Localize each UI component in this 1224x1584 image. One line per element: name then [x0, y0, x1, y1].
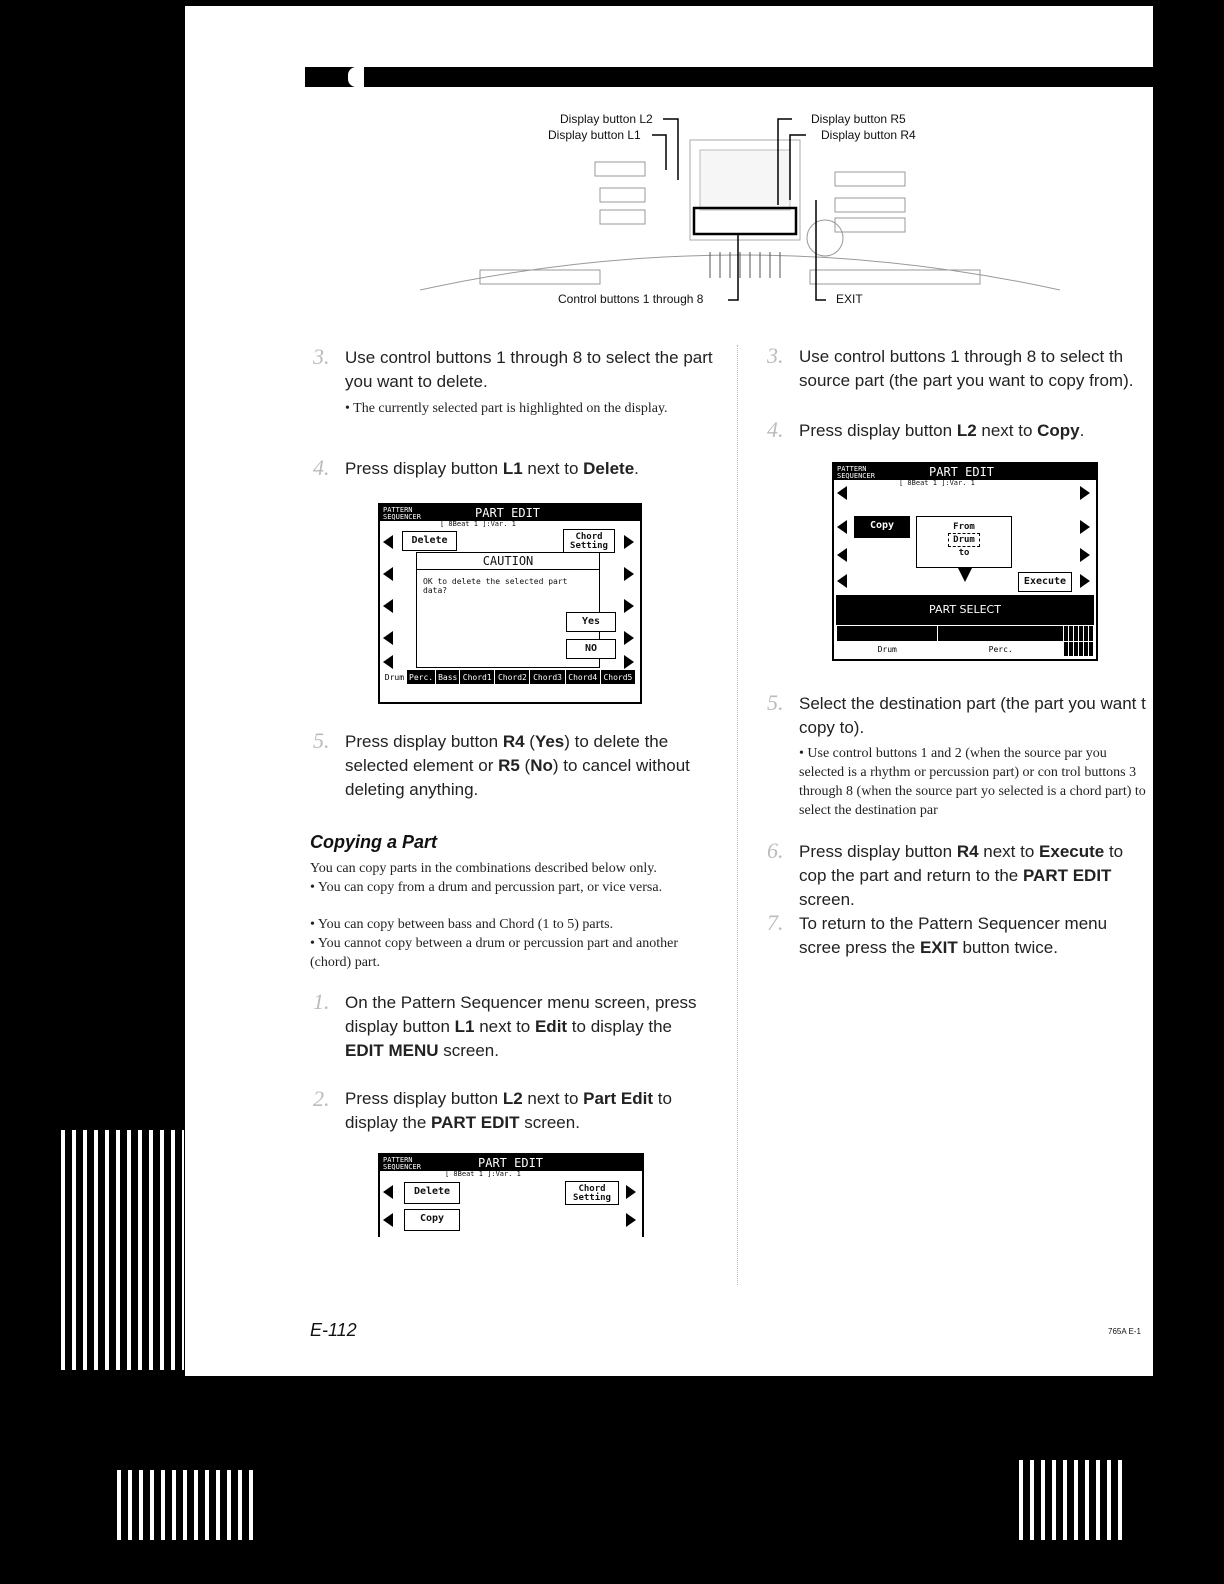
section-heading: Copying a Part [310, 832, 438, 852]
scan-border-right [1153, 0, 1224, 1584]
text: ( [524, 732, 535, 751]
part-cell[interactable]: Drum [837, 642, 938, 657]
right-step-3-number: 3. [767, 343, 784, 368]
label-control-buttons: Control buttons 1 through 8 [558, 292, 704, 306]
screen-ref: EDIT MENU [345, 1041, 439, 1060]
label-exit: EXIT [836, 292, 863, 306]
text: to display the [345, 1089, 672, 1132]
left-step-2-number: 2. [313, 1086, 330, 1111]
text: to cop the part and return to the [799, 842, 1124, 885]
screen-arrow [383, 567, 393, 581]
text: ) to cancel without deleting anything. [345, 756, 690, 799]
screen-arrow [1080, 574, 1090, 588]
delete-button[interactable]: Delete [402, 531, 457, 551]
text: next to [976, 421, 1038, 440]
target-ref: Part Edit [583, 1089, 654, 1108]
text: screen. [438, 1041, 499, 1060]
caution-message: OK to delete the selected part data? [423, 577, 568, 595]
screen-arrow [837, 574, 847, 588]
right-step-4 [799, 419, 1149, 443]
yes-button[interactable]: Yes [566, 612, 616, 632]
screen-arrow [624, 535, 634, 549]
screen-copy [832, 462, 1098, 661]
part-select-bar: PART SELECT [836, 595, 1094, 625]
part-cells [382, 669, 636, 685]
part-cell[interactable]: Chord3 [530, 670, 565, 685]
label-display-r5: Display button R5 [811, 112, 906, 126]
screen-header [380, 505, 640, 521]
scan-stripes-bottom-left [110, 1470, 260, 1540]
part-cell[interactable]: Perc. [938, 642, 1064, 657]
keyboard-panel-drawing [420, 110, 1060, 310]
screen-arrow [626, 1213, 636, 1227]
screen-arrow [624, 567, 634, 581]
brand: PATTERN SEQUENCER [383, 506, 421, 521]
screen-arrow [1080, 520, 1090, 534]
right-step-5-bullet: • Use control buttons 1 and 2 (when the source par you selected is a rhythm or percussion part) or con trol buttons 3 through 8 (when the source part yo selected is a chord part) to select the destination par [799, 746, 1146, 818]
part-cell[interactable]: Drum [383, 670, 407, 685]
text: Press display button [799, 421, 957, 440]
header-bar [305, 67, 1165, 87]
pattern-info: [ 8Beat 1 ]:Var. 1 [440, 520, 516, 528]
text: next to [474, 1017, 535, 1036]
part-cell[interactable]: Chord2 [495, 670, 530, 685]
text: Press display button [799, 842, 957, 861]
part-cell[interactable]: Chord1 [460, 670, 495, 685]
label-display-l2: Display button L2 [560, 112, 653, 126]
right-step-6 [799, 840, 1149, 912]
screen-arrow [1080, 486, 1090, 500]
delete-button[interactable]: Delete [404, 1182, 460, 1204]
label-display-l1: Display button L1 [548, 128, 641, 142]
title: PART EDIT [929, 465, 995, 479]
part-cell[interactable]: Perc. [406, 670, 436, 685]
from-box [916, 516, 1012, 568]
target-ref: Copy [1037, 421, 1080, 440]
right-step-5: Select the destination part (the part you want t copy to). [799, 694, 1146, 737]
text: next to [978, 842, 1040, 861]
label-ref: Yes [534, 732, 565, 751]
text: Press display button [345, 459, 503, 478]
target-ref: Edit [534, 1017, 568, 1036]
screen-arrow [624, 631, 634, 645]
text: next to [522, 459, 584, 478]
screen-arrow [837, 486, 847, 500]
rule-bullet: • You cannot copy between a drum or percussion part and another (chord) part. [310, 936, 679, 970]
down-arrow-icon [958, 568, 972, 582]
from-label: From [953, 522, 975, 532]
pattern-info: [ 8Beat 1 ]:Var. 1 [899, 479, 975, 487]
part-cell[interactable]: Chord5 [600, 670, 635, 685]
text: ) to delete the selected element or [345, 732, 669, 775]
button-ref: R4 [956, 842, 979, 861]
screen-arrow [624, 655, 634, 669]
screen-arrow [383, 631, 393, 645]
part-cell-empty [1088, 642, 1093, 657]
source-part: Drum [948, 533, 980, 547]
text: next to [522, 1089, 584, 1108]
to-label: to [958, 548, 970, 558]
caution-title: CAUTION [417, 553, 599, 570]
left-step-1 [345, 991, 715, 1063]
text: . [634, 459, 639, 478]
right-step-5-number: 5. [767, 690, 784, 715]
left-step-5-number: 5. [313, 728, 330, 753]
scan-border-top [0, 0, 1224, 6]
scan-stripes-left [54, 1130, 184, 1370]
text: To return to the Pattern Sequencer menu scree press the [799, 914, 1108, 957]
chord-setting-button[interactable]: Chord Setting [565, 1181, 619, 1205]
title: PART EDIT [475, 506, 541, 520]
button-ref: L1 [454, 1017, 475, 1036]
text: ( [519, 756, 531, 775]
brand: PATTERN SEQUENCER [837, 465, 875, 480]
screen-arrow [624, 599, 634, 613]
screen-part-edit [378, 1153, 644, 1237]
brand: PATTERN SEQUENCER [383, 1156, 421, 1171]
label-ref: No [530, 756, 553, 775]
button-ref: L1 [502, 459, 523, 478]
text: screen. [519, 1113, 580, 1132]
rule-bullet: • You can copy from a drum and percussion part, or vice versa. [310, 880, 663, 895]
screen-caution [378, 503, 642, 704]
screen-ref: PART EDIT [1022, 866, 1112, 885]
left-step-4-number: 4. [313, 455, 330, 480]
text: Press display button [345, 1089, 503, 1108]
button-ref: L2 [956, 421, 977, 440]
screen-arrow [837, 548, 847, 562]
part-cells [836, 625, 1094, 657]
screen-arrow [383, 535, 393, 549]
button-ref: R4 [502, 732, 525, 751]
left-step-5 [345, 730, 715, 802]
right-step-7 [799, 912, 1149, 960]
screen-arrow [1080, 548, 1090, 562]
copy-button[interactable]: Copy [854, 516, 910, 538]
screen-arrow [383, 599, 393, 613]
copy-button[interactable]: Copy [404, 1209, 460, 1231]
screen-arrow [837, 520, 847, 534]
screen-arrow [626, 1185, 636, 1199]
left-step-3-bullet: • The currently selected part is highlighted on the display. [345, 401, 668, 416]
section-intro: You can copy parts in the combinations described below only. [310, 861, 657, 876]
target-ref: Delete [583, 459, 635, 478]
left-step-4 [345, 457, 715, 481]
button-ref: EXIT [919, 938, 958, 957]
button-ref: L2 [502, 1089, 523, 1108]
button-ref: R5 [498, 756, 520, 775]
screen-arrow [383, 1185, 393, 1199]
text: button twice. [957, 938, 1058, 957]
text: . [1079, 421, 1085, 440]
text: Press display button [345, 732, 503, 751]
column-divider [737, 345, 738, 1285]
title: PART EDIT [478, 1156, 544, 1170]
text: to display the [567, 1017, 672, 1036]
target-ref: Execute [1039, 842, 1105, 861]
left-step-3: Use control buttons 1 through 8 to select the part you want to delete. [345, 348, 713, 391]
left-step-3-number: 3. [313, 344, 330, 369]
header-bar-notch [348, 67, 364, 87]
left-step-1-number: 1. [313, 989, 330, 1014]
right-step-6-number: 6. [767, 838, 784, 863]
right-step-3: Use control buttons 1 through 8 to select th source part (the part you want to copy from). [799, 347, 1134, 390]
right-step-7-number: 7. [767, 910, 784, 935]
text: On the Pattern Sequencer menu screen, press display button [345, 993, 697, 1036]
screen-ref: PART EDIT [431, 1113, 520, 1132]
part-cell-empty [837, 626, 938, 642]
keyboard-diagram [420, 110, 1060, 310]
pattern-info: [ 8Beat 1 ]:Var. 1 [445, 1170, 521, 1178]
screen-header [834, 464, 1096, 480]
screen-arrow [383, 1213, 393, 1227]
page-number: E-112 [310, 1320, 357, 1340]
chord-setting-button[interactable]: Chord Setting [563, 529, 615, 553]
rule-bullet: • You can copy between bass and Chord (1 to 5) parts. [310, 917, 614, 932]
screen-arrow [383, 655, 393, 669]
left-step-2 [345, 1087, 715, 1135]
label-display-r4: Display button R4 [821, 128, 916, 142]
scan-stripes-bottom-right [1012, 1460, 1122, 1540]
right-step-4-number: 4. [767, 417, 784, 442]
part-cell[interactable]: Chord4 [565, 670, 600, 685]
no-button[interactable]: NO [566, 639, 616, 659]
execute-button[interactable]: Execute [1018, 572, 1072, 592]
part-cell[interactable]: Bass [436, 670, 460, 685]
document-code: 765A E-1 [1108, 1327, 1141, 1336]
part-cell-empty [1088, 626, 1093, 642]
screen-header [380, 1155, 642, 1171]
part-cell-empty [938, 626, 1064, 642]
text: screen. [799, 890, 855, 909]
